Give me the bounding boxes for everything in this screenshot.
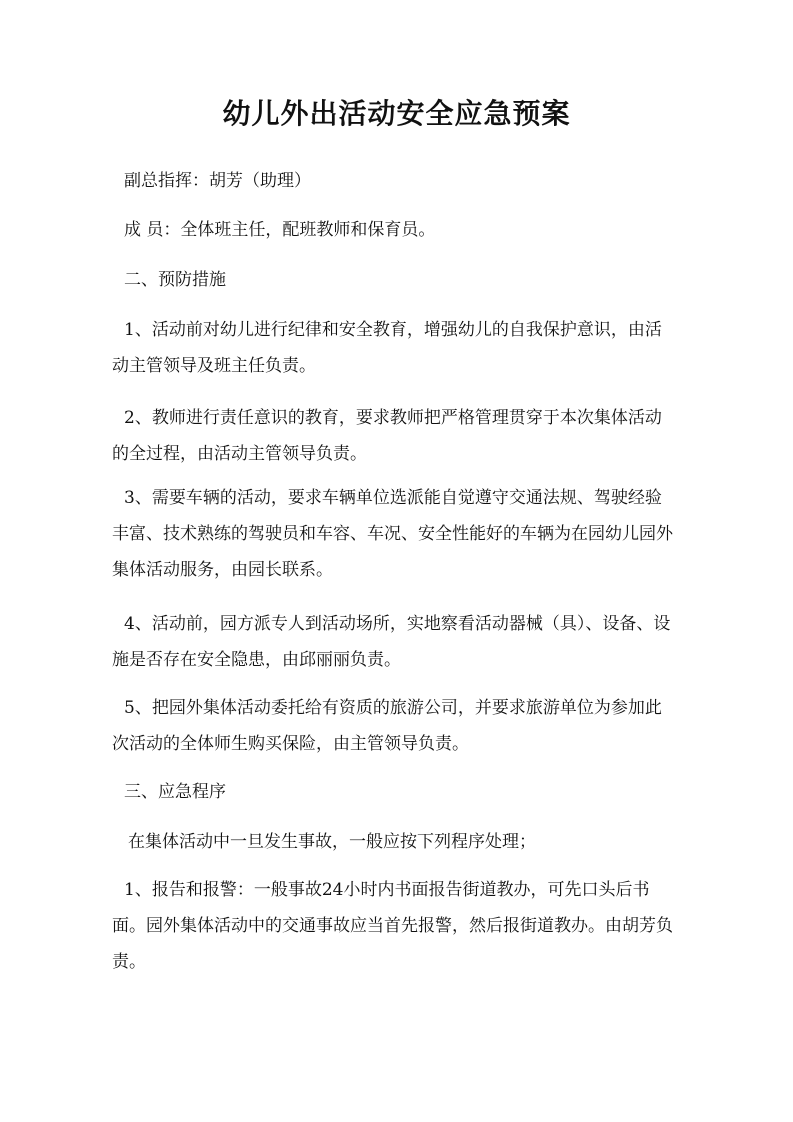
- paragraph-prevention-4: 4、活动前，园方派专人到活动场所，实地察看活动器械（具）、设备、设施是否存在安全隐患，由邱丽丽负责。: [112, 614, 671, 670]
- paragraph-prevention-3: 3、需要车辆的活动，要求车辆单位选派能自觉遵守交通法规、驾驶经验丰富、技术熟练的驾驶员和车容、车况、安全性能好的车辆为在园幼儿园外集体活动服务，由园长联系。: [112, 488, 673, 580]
- section-heading-prevention: 二、预防措施: [124, 270, 226, 290]
- paragraph-prevention-2: 2、教师进行责任意识的教育，要求教师把严格管理贯穿于本次集体活动的全过程，由活动主管领导负责。: [112, 408, 662, 464]
- paragraph-emergency-intro: 在集体活动中一旦发生事故，一般应按下列程序处理；: [128, 832, 536, 852]
- paragraph-emergency-1: 1、报告和报警：一般事故24小时内书面报告街道教办，可先口头后书面。园外集体活动中的交通事故应当首先报警，然后报街道教办。由胡芳负责。: [112, 880, 673, 972]
- document-title: 幼儿外出活动安全应急预案: [222, 97, 571, 130]
- paragraph-members: 成 员：全体班主任，配班教师和保育员。: [124, 220, 436, 240]
- section-heading-emergency: 三、应急程序: [124, 782, 226, 802]
- paragraph-prevention-5: 5、把园外集体活动委托给有资质的旅游公司，并要求旅游单位为参加此次活动的全体师生购买保险，由主管领导负责。: [112, 698, 662, 754]
- paragraph-prevention-1: 1、活动前对幼儿进行纪律和安全教育，增强幼儿的自我保护意识，由活动主管领导及班主任负责。: [112, 320, 662, 376]
- paragraph-deputy-commander: 副总指挥：胡芳（助理）: [124, 171, 311, 191]
